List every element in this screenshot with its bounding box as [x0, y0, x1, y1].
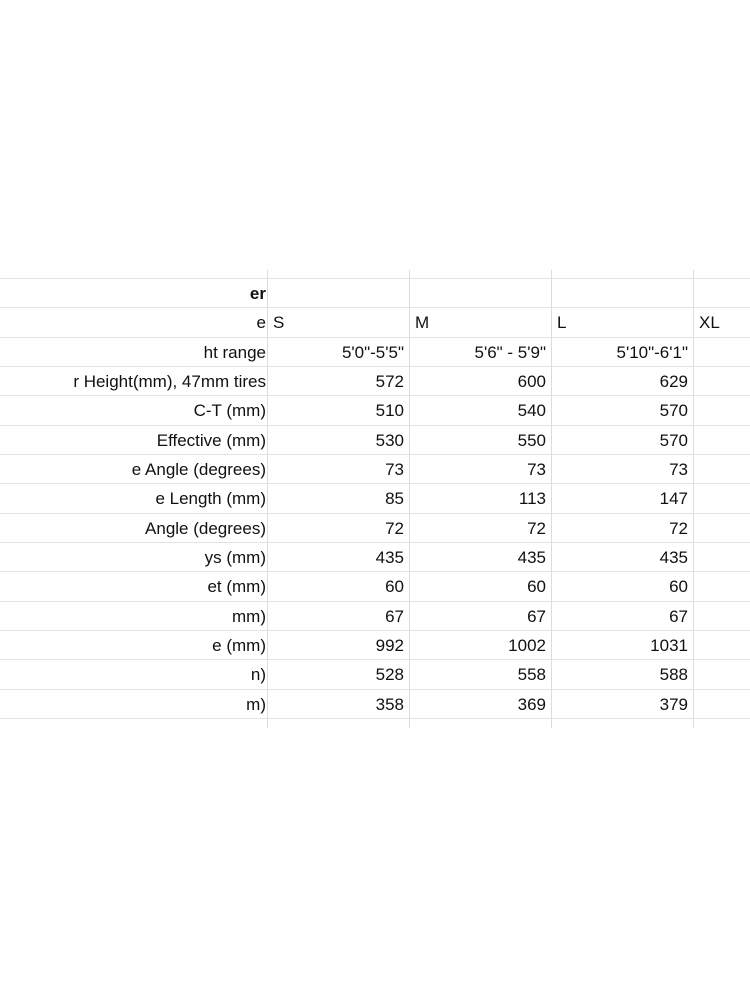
table-cell: 530 [375, 431, 404, 450]
table-cell: 73 [669, 460, 688, 479]
table-cell: 435 [375, 548, 404, 567]
table-cell: 510 [375, 401, 404, 420]
table-cell: 1031 [650, 636, 688, 655]
table-cell: 379 [659, 695, 688, 714]
table-cell: 558 [517, 665, 546, 684]
table-cell: 1002 [508, 636, 546, 655]
table-cell: 358 [375, 695, 404, 714]
table-cell: 629 [659, 372, 688, 391]
table-cell: 67 [385, 607, 404, 626]
table-cell: 67 [527, 607, 546, 626]
table-cell: 72 [385, 519, 404, 538]
row-label: e Angle (degrees) [131, 460, 266, 479]
row-label: mm) [232, 607, 266, 626]
table-cell: 5'0"-5'5" [341, 343, 404, 362]
row-label: Angle (degrees) [145, 519, 266, 538]
table-cell: 60 [527, 577, 546, 596]
table-cell: 5'6" - 5'9" [474, 343, 546, 362]
table-cell: 60 [385, 577, 404, 596]
row-label: r Height(mm), 47mm tires [73, 372, 266, 391]
table-cell: 72 [669, 519, 688, 538]
table-cell: 570 [659, 401, 688, 420]
size-header-xl: XL [699, 313, 720, 332]
table-cell: 540 [517, 401, 546, 420]
table-cell: 73 [385, 460, 404, 479]
row-label: e (mm) [212, 636, 266, 655]
table-cell: 5'10"-6'1" [616, 343, 688, 362]
header-label: e [256, 313, 266, 332]
size-header-s: S [273, 313, 285, 332]
row-label: Effective (mm) [156, 431, 266, 450]
row-label: m) [246, 695, 266, 714]
row-label: e Length (mm) [155, 489, 266, 508]
table-cell: 113 [518, 489, 546, 508]
row-label: ht range [203, 343, 266, 362]
row-label: ys (mm) [204, 548, 266, 567]
row-label: n) [250, 665, 266, 684]
table-cell: 600 [517, 372, 546, 391]
table-title: er [249, 284, 266, 303]
table-cell: 570 [659, 431, 688, 450]
table-cell: 73 [527, 460, 546, 479]
table-cell: 72 [527, 519, 546, 538]
table-cell: 67 [669, 607, 688, 626]
size-header-l: L [557, 313, 567, 332]
row-label: C-T (mm) [193, 401, 266, 420]
table-cell: 588 [659, 665, 688, 684]
table-cell: 369 [517, 695, 546, 714]
table-cell: 435 [659, 548, 688, 567]
table-cell: 550 [517, 431, 546, 450]
geometry-table [0, 270, 750, 730]
table-cell: 60 [669, 577, 688, 596]
table-cell: 435 [517, 548, 546, 567]
table-cell: 85 [385, 489, 404, 508]
table-cell: 572 [375, 372, 404, 391]
size-header-m: M [415, 313, 430, 332]
table-cell: 528 [375, 665, 404, 684]
table-cell: 147 [659, 489, 688, 508]
table-cell: 992 [375, 636, 404, 655]
row-label: et (mm) [207, 577, 266, 596]
